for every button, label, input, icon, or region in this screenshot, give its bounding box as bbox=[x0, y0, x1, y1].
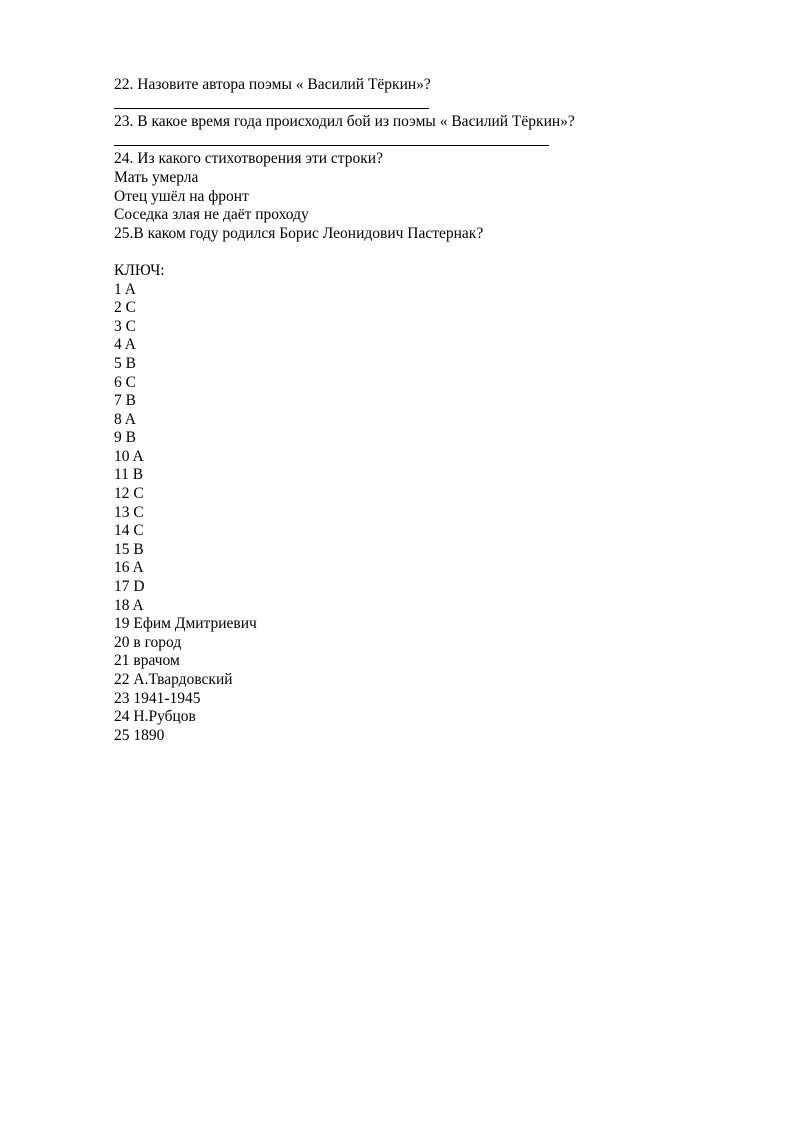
question-25: 25.В каком году родился Борис Леонидович Пастернак? bbox=[114, 224, 484, 242]
answer-key-item: 13 C bbox=[114, 503, 144, 521]
answer-key-item: 11 B bbox=[114, 466, 144, 484]
answer-line-22 bbox=[114, 95, 714, 114]
question-23: 23. В какое время года происходил бой из поэмы « Василий Тёркин»? bbox=[114, 113, 575, 131]
answer-key-item: 9 B bbox=[114, 429, 136, 447]
answer-key-item: 18 A bbox=[114, 596, 144, 614]
answer-key-item: 6 C bbox=[114, 373, 136, 391]
question-22: 22. Назовите автора поэмы « Василий Тёркин»? bbox=[114, 76, 431, 93]
answer-key-item: 16 A bbox=[114, 559, 144, 577]
document-page bbox=[114, 76, 714, 745]
answer-key-item: 21 врачом bbox=[114, 652, 180, 670]
answer-key-item: 10 A bbox=[114, 447, 144, 465]
answer-key-item: 19 Ефим Дмитриевич bbox=[114, 615, 257, 633]
answer-key-item: 22 А.Твардовский bbox=[114, 671, 233, 688]
answer-key-item: 5 B bbox=[114, 354, 136, 372]
answer-key-item: 24 Н.Рубцов bbox=[114, 708, 196, 726]
answer-key-item: 14 C bbox=[114, 522, 144, 540]
answer-key-item: 4 A bbox=[114, 336, 136, 354]
poem-line: Мать умерла bbox=[114, 168, 199, 186]
answer-key-item: 8 A bbox=[114, 410, 136, 428]
answer-key-item: 25 1890 bbox=[114, 726, 165, 744]
question-24: 24. Из какого стихотворения эти строки? bbox=[114, 150, 383, 168]
answer-key-item: 2 C bbox=[114, 299, 136, 317]
answer-key-item: 3 C bbox=[114, 317, 136, 335]
answer-key-item: 7 B bbox=[114, 392, 136, 410]
answer-key-item: 1 A bbox=[114, 280, 136, 298]
answer-key-item: 15 B bbox=[114, 540, 144, 558]
key-title: КЛЮЧ: bbox=[114, 261, 165, 279]
answer-key-item: 20 в город bbox=[114, 633, 182, 651]
answer-key-item: 17 D bbox=[114, 578, 145, 596]
poem-line: Отец ушёл на фронт bbox=[114, 187, 249, 205]
answer-key-list bbox=[114, 281, 714, 746]
answer-line-23 bbox=[114, 132, 714, 151]
spacer bbox=[114, 243, 714, 262]
answer-key-item: 23 1941-1945 bbox=[114, 689, 201, 707]
poem-line: Соседка злая не даёт проходу bbox=[114, 206, 309, 224]
answer-key-item: 12 C bbox=[114, 485, 144, 503]
